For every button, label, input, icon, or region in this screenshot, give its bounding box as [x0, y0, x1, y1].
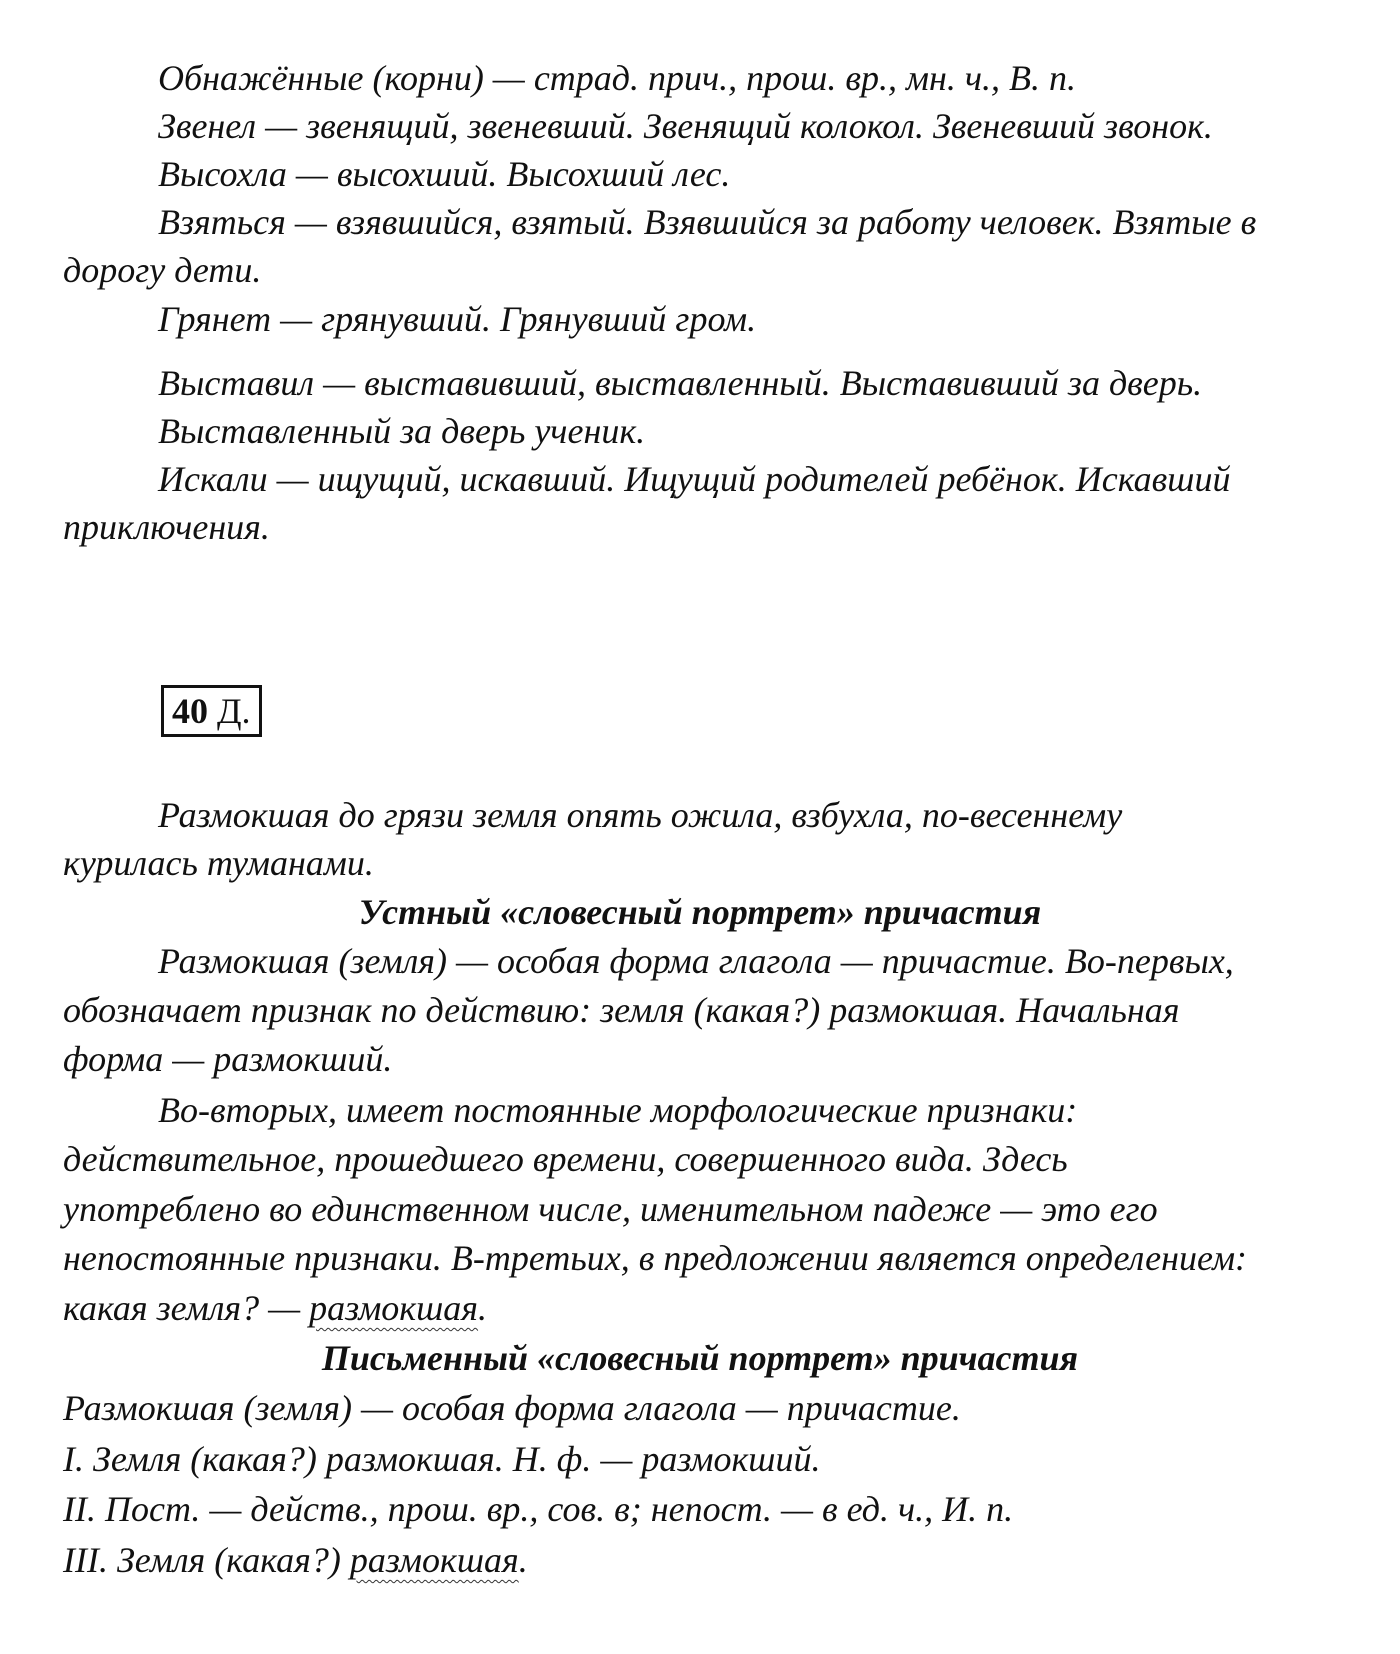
- text-line: Размокшая (земля) — особая форма глагола — причастие. Во-первых,: [158, 941, 1234, 981]
- text-fragment: какая земля? —: [63, 1288, 310, 1328]
- spellcheck-word: размокшая: [309, 1288, 479, 1328]
- text-line: Высохла — высохший. Высохший лес.: [158, 154, 731, 194]
- text-fragment: .: [518, 1540, 528, 1580]
- text-line: II. Пост. — действ., прош. вр., сов. в; непост. — в ед. ч., И. п.: [63, 1489, 1014, 1529]
- text-line: Искали — ищущий, искавший. Ищущий родителей ребёнок. Искавший: [158, 459, 1231, 499]
- text-line: Звенел — звенящий, звеневший. Звенящий колокол. Звеневший звонок.: [158, 106, 1213, 146]
- text-line: дорогу дети.: [63, 250, 262, 290]
- sentence-line: Размокшая до грязи земля опять ожила, взбухла, по-весеннему: [158, 795, 1123, 835]
- text-line: обозначает признак по действию: земля (какая?) размокшая. Начальная: [63, 990, 1180, 1030]
- text-line: форма — размокший.: [63, 1039, 393, 1079]
- oral-heading: Устный «словесный портрет» причастия: [358, 892, 1042, 932]
- text-line: Размокшая (земля) — особая форма глагола — причастие.: [63, 1388, 961, 1428]
- text-fragment: .: [478, 1288, 488, 1328]
- text-fragment: III. Земля (какая?): [63, 1540, 350, 1580]
- text-line: действительное, прошедшего времени, совершенного вида. Здесь: [63, 1139, 1068, 1179]
- written-heading: Письменный «словесный портрет» причастия: [321, 1338, 1079, 1378]
- text-line: Взяться — взявшийся, взятый. Взявшийся за работу человек. Взятые в: [158, 202, 1257, 242]
- exercise-number-box: [161, 685, 262, 737]
- sentence-line: курилась туманами.: [63, 843, 374, 883]
- spellcheck-word: размокшая: [349, 1540, 519, 1580]
- text-line: Выставил — выставивший, выставленный. Выставивший за дверь.: [158, 363, 1203, 403]
- text-line: непостоянные признаки. В-третьих, в предложении является определением:: [63, 1238, 1248, 1278]
- text-line: I. Земля (какая?) размокшая. Н. ф. — размокший.: [63, 1439, 821, 1479]
- exercise-letter: Д.: [217, 691, 251, 731]
- text-line: приключения.: [63, 507, 270, 547]
- text-line: Обнажённые (корни) — страд. прич., прош. вр., мн. ч., В. п.: [158, 58, 1076, 98]
- text-line: Выставленный за дверь ученик.: [158, 411, 646, 451]
- exercise-number: 40: [172, 691, 208, 731]
- text-line: [63, 1283, 487, 1333]
- text-line: Грянет — грянувший. Грянувший гром.: [158, 299, 757, 339]
- text-line: употреблено во единственном числе, именительном падеже — это его: [63, 1189, 1158, 1229]
- text-line: [63, 1535, 528, 1585]
- text-line: Во-вторых, имеет постоянные морфологические признаки:: [158, 1090, 1078, 1130]
